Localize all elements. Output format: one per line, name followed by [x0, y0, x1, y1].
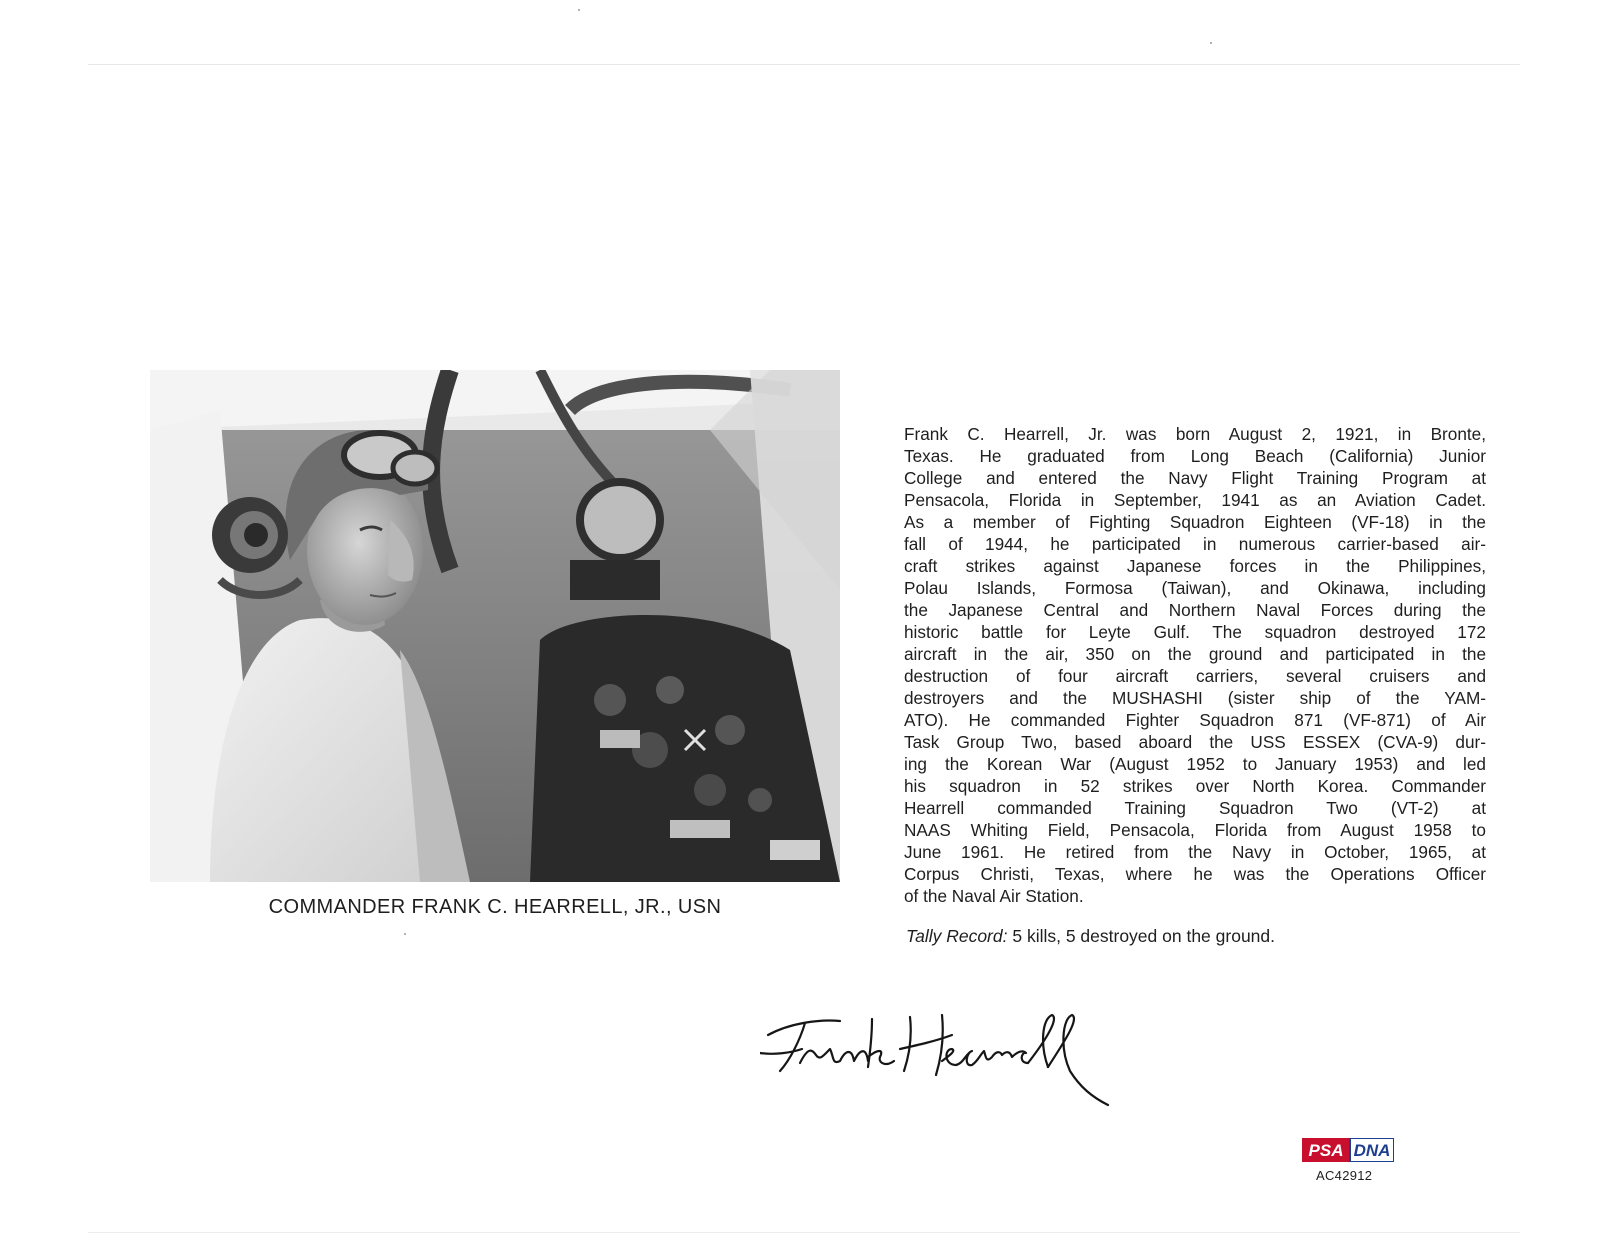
pilot-in-cockpit-image	[150, 370, 840, 882]
bio-line: Texas. He graduated from Long Beach (California) Junior	[904, 446, 1486, 466]
bio-line: craft strikes against Japanese forces in the Philippines,	[904, 556, 1486, 576]
bio-line: Hearrell commanded Training Squadron Two (VT-2) at	[904, 798, 1486, 818]
tally-text: 5 kills, 5 destroyed on the ground.	[1007, 926, 1276, 946]
bio-line: the Japanese Central and Northern Naval Forces during the	[904, 600, 1486, 620]
bio-line: Frank C. Hearrell, Jr. was born August 2, 1921, in Bronte,	[904, 424, 1486, 444]
bio-line: Pensacola, Florida in September, 1941 as an Aviation Cadet.	[904, 490, 1486, 510]
page-top-edge	[88, 64, 1520, 65]
handwritten-signature	[760, 1005, 1130, 1115]
bio-line: destruction of four aircraft carriers, several cruisers and	[904, 666, 1486, 686]
tally-label: Tally Record:	[906, 926, 1008, 946]
certification-number: AC42912	[1316, 1168, 1373, 1183]
bio-line: NAAS Whiting Field, Pensacola, Florida from August 1958 to	[904, 820, 1486, 840]
bio-line: of the Naval Air Station.	[904, 886, 1084, 906]
page-bottom-edge	[88, 1232, 1520, 1233]
bio-line: College and entered the Navy Flight Training Program at	[904, 468, 1486, 488]
bio-line: ing the Korean War (August 1952 to January 1953) and led	[904, 754, 1486, 774]
bio-line: Polau Islands, Formosa (Taiwan), and Okinawa, including	[904, 578, 1486, 598]
dust-speck	[404, 933, 406, 935]
bio-line: Task Group Two, based aboard the USS ESSEX (CVA-9) dur-	[904, 732, 1486, 752]
pilot-portrait-photo	[150, 370, 840, 882]
bio-line: historic battle for Leyte Gulf. The squadron destroyed 172	[904, 622, 1486, 642]
bio-line: fall of 1944, he participated in numerous carrier-based air-	[904, 534, 1486, 554]
psa-dna-logo	[1302, 1138, 1394, 1162]
biography-paragraph	[904, 423, 1486, 907]
bio-line: June 1961. He retired from the Navy in October, 1965, at	[904, 842, 1486, 862]
bio-line: aircraft in the air, 350 on the ground and participated in the	[904, 644, 1486, 664]
bio-line: ATO). He commanded Fighter Squadron 871 (VF-871) of Air	[904, 710, 1486, 730]
psa-logo-text: PSA	[1308, 1141, 1344, 1160]
bio-line: his squadron in 52 strikes over North Korea. Commander	[904, 776, 1486, 796]
dust-speck	[1210, 42, 1212, 44]
dust-speck	[578, 9, 580, 11]
bio-line: Corpus Christi, Texas, where he was the Operations Officer	[904, 864, 1486, 884]
bio-line: destroyers and the MUSHASHI (sister ship of the YAM-	[904, 688, 1486, 708]
photo-caption: COMMANDER FRANK C. HEARRELL, JR., USN	[268, 896, 722, 918]
bio-line: As a member of Fighting Squadron Eighteen (VF-18) in the	[904, 512, 1486, 532]
dna-logo-text: DNA	[1353, 1141, 1391, 1160]
tally-record	[906, 926, 1275, 947]
